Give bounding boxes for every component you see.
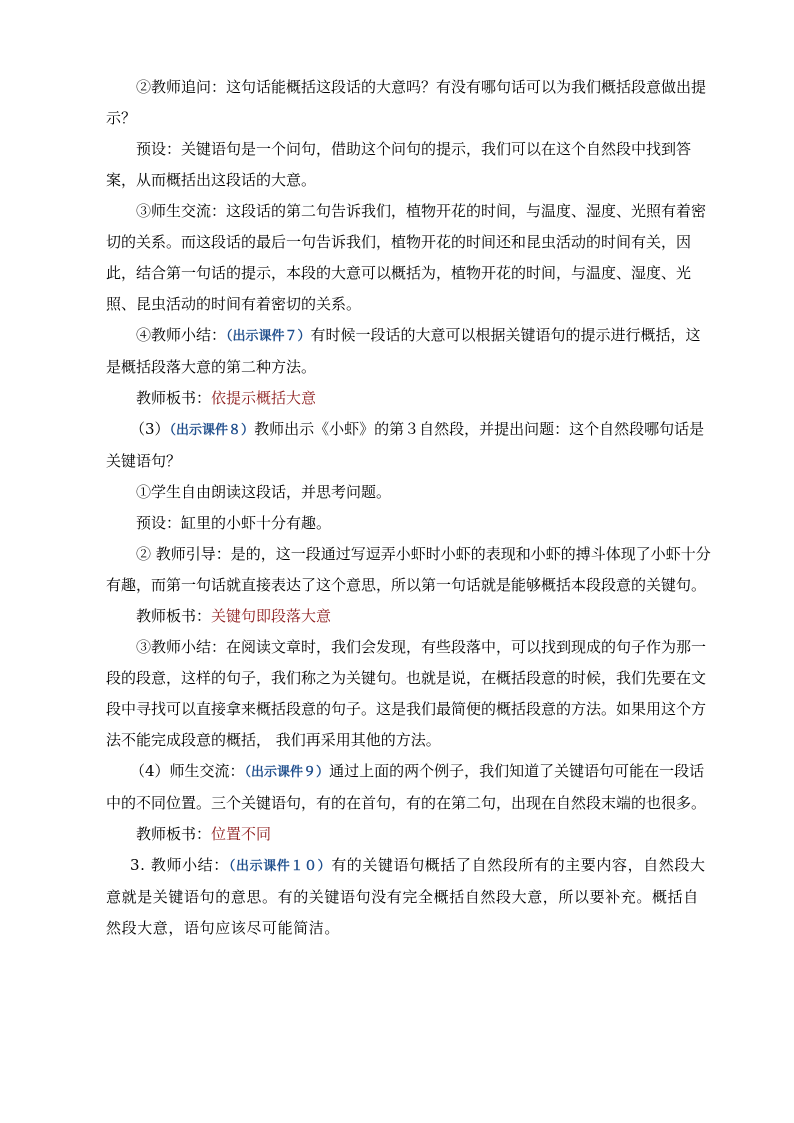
paragraph-teacher-guide [106,539,712,601]
paragraph-board-1 [106,383,712,414]
courseware-reference: （出示课件８） [169,423,255,438]
paragraph-text: （3） [130,420,170,438]
courseware-reference: （出示课件９） [244,765,330,780]
paragraph-final-summary [106,850,712,944]
board-text: 位置不同 [211,825,272,843]
paragraph-summary-1 [106,320,712,383]
paragraph-teacher-question [106,72,712,134]
courseware-reference: （出示课件７） [226,329,311,344]
paragraph-step-4 [106,756,712,819]
paragraph-text: 3. 教师小结： [130,856,229,874]
paragraph-discussion-1 [106,196,712,320]
paragraph-text: 预设：缸里的小虾十分有趣。 [136,514,332,532]
paragraph-text: ②教师追问：这句话能概括这段话的大意吗？有没有哪句话可以为我们概括段意做出提示？ [106,78,707,127]
board-text: 关键句即段落大意 [211,607,332,625]
paragraph-preset-2 [106,508,712,539]
courseware-reference: （出示课件１０） [228,859,332,874]
board-label: 教师板书： [136,825,212,843]
paragraph-text: 有时候一段话的大意可以根据关键语句的提示进行概括，这是概括段落大意的第二种方法。 [106,326,701,376]
paragraph-text: ② 教师引导：是的，这一段通过写逗弄小虾时小虾的表现和小虾的搏斗体现了小虾十分有趣，而第一句话就直接表达了这个意思，所以第一句话就是能够概括本段段意的关键句。 [106,545,711,594]
board-text: 依提示概括大意 [211,389,317,407]
paragraph-text: 有的关键语句概括了自然段所有的主要内容，自然段大意就是关键语句的意思。有的关键语句没有完全概括自然段大意，所以要补充。概括自然段大意，语句应该尽可能简洁。 [106,856,706,937]
board-label: 教师板书： [136,607,212,625]
paragraph-summary-2 [106,632,712,756]
paragraph-text: ③师生交流：这段话的第二句告诉我们，植物开花的时间，与温度、湿度、光照有着密切的关系。而这段话的最后一句告诉我们，植物开花的时间还和昆虫活动的时间有关，因此，结合第一句话的提示，本段的大意可以概括为，植物开花的时间，与温度、湿度、光照、昆虫活动的时间有着密切的关系。 [106,202,707,313]
board-label: 教师板书： [136,389,212,407]
paragraph-text: ③教师小结：在阅读文章时，我们会发现，有些段落中，可以找到现成的句子作为那一段的段意，这样的句子，我们称之为关键句。也就是说，在概括段意的时候，我们先要在文段中寻找可以直接拿来概括段意的句子。这是我们最简便的概括段意的方法。如果用这个方法不能完成段意的概括， 我们再采用其他的方法。 [106,638,707,749]
paragraph-step-3 [106,414,712,477]
paragraph-text: 通过上面的两个例子，我们知道了关键语句可能在一段话中的不同位置。三个关键语句，有的在首句，有的在第二句，出现在自然段末端的也很多。 [106,762,707,812]
paragraph-text: ④教师小结： [136,326,227,344]
paragraph-preset-1 [106,134,712,196]
paragraph-student-reading [106,477,712,508]
paragraph-text: 教师出示《小虾》的第３自然段，并提出问题：这个自然段哪句话是关键语句？ [106,420,705,470]
paragraph-text: 预设：关键语句是一个问句，借助这个问句的提示，我们可以在这个自然段中找到答案，从而概括出这段话的大意。 [106,140,692,189]
paragraph-text: （4）师生交流： [130,762,245,780]
paragraph-text: ①学生自由朗读这段话，并思考问题。 [136,483,392,501]
paragraph-board-3 [106,819,712,850]
paragraph-board-2 [106,601,712,632]
